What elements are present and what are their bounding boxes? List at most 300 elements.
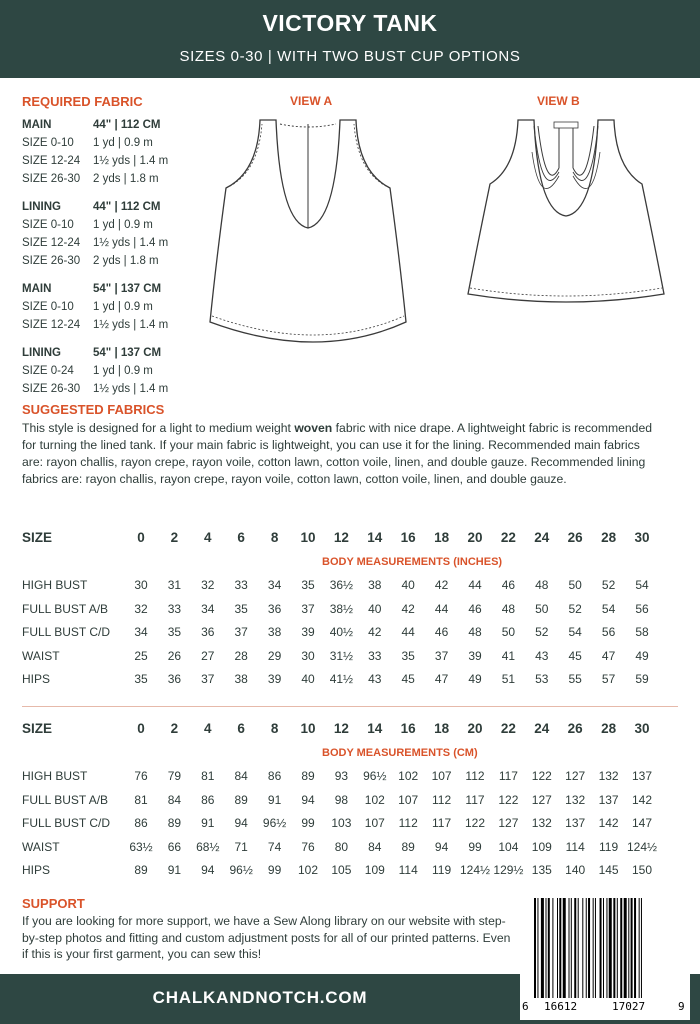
measurement-value: 59 [635,672,649,686]
barcode-bar [593,898,594,998]
size-column-header: 30 [634,530,650,545]
fabric-amount: 1 yd | 0.9 m [93,219,153,231]
size-column-header: 20 [467,530,483,545]
measurement-label: HIPS [22,672,51,686]
measurement-value: 89 [234,792,248,807]
fabric-row [22,362,192,380]
measurement-value: 117 [465,792,485,807]
measurement-value: 91 [201,816,215,830]
barcode-bar [534,898,536,998]
measurement-value: 39 [301,625,315,639]
measurement-label: WAIST [22,648,60,663]
barcode-bar [600,898,602,998]
fabric-size-range: SIZE 0-10 [22,137,74,149]
size-label: SIZE [22,721,53,736]
size-column-header: 16 [400,721,416,736]
measurement-value: 127 [565,769,586,783]
barcode-digit-3: 17027 [612,1000,646,1013]
measurement-label: FULL BUST A/B [22,601,109,616]
measurement-value: 31 [167,578,182,592]
barcode-bar [559,898,561,998]
size-column-header: 6 [237,530,245,545]
measurement-value: 74 [267,839,282,854]
view-a-illustration [188,112,428,372]
fabric-type: LINING [22,201,61,213]
barcode-digit-2: 16612 [544,1000,578,1013]
measurement-value: 84 [234,769,248,783]
view-a-label: VIEW A [290,94,333,108]
barcode-bar [620,898,622,998]
size-label: SIZE [22,530,53,545]
measurement-value: 105 [331,863,352,877]
measurement-value: 26 [167,648,182,663]
suggested-text-bold: woven [294,421,333,435]
support-text: If you are looking for more support, we have a Sew Along library on our website with step-by-step photos and fitting and custom adjustment posts for all of our printed patterns. Even if this is your first garment, you can sew this! [22,914,511,961]
measurement-row [22,840,682,858]
measurement-row [22,602,682,620]
fabric-size-range: SIZE 26-30 [22,255,81,267]
measurement-value: 112 [398,816,418,830]
measurement-value: 38½ [329,601,354,616]
measurement-value: 89 [167,816,182,830]
size-column-header: 10 [300,530,316,545]
measurement-value: 107 [431,769,452,783]
measurement-value: 112 [465,769,485,783]
measurement-value: 142 [631,792,653,807]
fabric-width: 54" | 137 CM [93,347,162,359]
size-column-header: 26 [567,721,583,736]
measurement-value: 119 [432,863,452,877]
fabric-amount: 1 yd | 0.9 m [93,137,153,149]
measurement-value: 35 [301,578,315,592]
size-column-header: 18 [434,721,450,736]
size-column-header: 6 [237,721,245,736]
measurement-value: 89 [401,839,415,854]
measurement-value: 53 [535,672,549,686]
measurement-value: 45 [401,672,415,686]
measurement-row [22,793,682,811]
measurement-value: 34 [134,625,148,639]
measurement-value: 102 [398,769,419,783]
measurement-row [22,863,682,881]
measurement-value: 37 [434,648,449,663]
fabric-amount: 1½ yds | 1.4 m [93,319,169,331]
measurement-value: 48 [501,601,516,616]
barcode-bar [578,898,579,998]
measurement-value: 58 [635,625,649,639]
measurement-value: 36 [167,672,182,686]
suggested-fabrics-title: SUGGESTED FABRICS [22,402,165,417]
barcode-bar [609,898,612,998]
measurement-value: 147 [631,816,653,830]
size-column-header: 28 [601,721,617,736]
measurement-value: 40 [368,601,382,616]
measurement-value: 39 [267,672,282,686]
measurement-value: 52 [535,625,549,639]
measurement-value: 117 [498,769,518,783]
measurement-value: 96½ [262,816,287,830]
suggested-text-2: fabric with nice drape. A lightweight fabric is recommended for turning the lined tank. If your main fabric is lightweight, you can use it for the lining. Recommended main fabrics are: rayon challis, rayon crepe, rayon voile, cotton lawn, cotton voile, linen, and double gauze. Recommended lining fabrics are: rayon challis, rayon crepe, rayon voile, cotton lawn, cotton voile, linen, and double gauze. [22,421,653,486]
fabric-row [22,298,192,316]
fabric-group-header [22,280,192,298]
measurement-value: 43 [368,672,382,686]
measurement-value: 76 [301,839,315,854]
size-column-header: 4 [204,530,212,545]
fabric-row [22,216,192,234]
measurement-label: FULL BUST C/D [22,816,111,830]
measurement-value: 48 [468,625,482,639]
measurement-value: 129½ [493,863,524,877]
measurement-value: 122 [464,816,486,830]
measurement-value: 104 [498,839,519,854]
size-column-header: 18 [434,530,450,545]
fabric-amount: 2 yds | 1.8 m [93,255,159,267]
view-b-label: VIEW B [537,94,580,108]
measurement-value: 49 [468,672,482,686]
barcode-bar [557,898,558,998]
measurement-value: 37 [234,625,248,639]
measurement-value: 42 [368,625,382,639]
barcode-bar [617,898,618,998]
measurement-value: 63½ [129,839,153,854]
measurement-value: 36 [201,625,215,639]
barcode-digit-1: 6 [522,1000,529,1013]
measurement-value: 98 [334,792,349,807]
fabric-amount: 1½ yds | 1.4 m [93,237,169,249]
measurement-value: 44 [401,625,415,639]
measurement-value: 35 [167,625,182,639]
fabric-type: MAIN [22,283,52,295]
measurement-value: 96½ [229,863,253,877]
size-column-header: 30 [634,721,650,736]
view-b-illustration [446,112,686,322]
measurement-value: 51 [501,672,516,686]
fabric-row [22,234,192,252]
fabric-amount: 1 yd | 0.9 m [93,365,153,377]
size-column-header: 20 [467,721,483,736]
size-column-header: 26 [567,530,583,545]
measurement-value: 33 [234,578,248,592]
size-header-row [22,721,682,739]
measurement-row [22,578,682,596]
measurement-value: 35 [134,672,148,686]
measurement-value: 103 [331,816,352,830]
measurement-value: 38 [267,625,282,639]
size-column-header: 16 [400,530,416,545]
size-column-header: 22 [500,721,516,736]
measurement-value: 54 [635,578,649,592]
measurement-value: 29 [267,648,282,663]
measurement-value: 89 [301,769,315,783]
measurement-value: 122 [498,792,519,807]
barcode-bar [641,898,642,998]
measurement-value: 46 [434,625,449,639]
measurement-value: 109 [531,839,552,854]
fabric-row [22,170,192,188]
measurement-value: 48 [535,578,549,592]
barcode-bar [582,898,583,998]
barcode-bar [595,898,596,998]
measurement-value: 99 [468,839,482,854]
measurement-row [22,625,682,643]
measurement-row [22,649,682,667]
measurement-value: 80 [334,839,349,854]
measurement-value: 32 [201,578,215,592]
required-fabric-title: REQUIRED FABRIC [22,94,143,109]
measurement-value: 81 [201,769,215,783]
size-column-header: 22 [500,530,516,545]
size-column-header: 2 [170,721,179,736]
measurement-value: 36 [267,601,282,616]
fabric-group-header [22,344,192,362]
measurement-value: 41½ [329,672,354,686]
measurement-value: 137 [565,816,586,830]
measurement-value: 117 [432,816,452,830]
fabric-amount: 1½ yds | 1.4 m [93,383,169,395]
size-column-header: 2 [170,530,179,545]
measurement-value: 127 [531,792,552,807]
measurement-value: 30 [134,578,148,592]
measurement-value: 71 [234,839,248,854]
fabric-amount: 1 yd | 0.9 m [93,301,153,313]
fabric-width: 44" | 112 CM [93,119,161,131]
barcode-bar [586,898,587,998]
barcode-bar [639,898,640,998]
measurement-value: 50 [501,625,516,639]
barcode-bar [537,898,538,998]
measurement-value: 109 [364,863,385,877]
measurement-value: 145 [598,863,619,877]
measurement-value: 140 [565,863,586,877]
measurement-value: 33 [167,601,182,616]
barcode-bar [631,898,633,998]
measurement-value: 42 [401,601,415,616]
measurement-value: 119 [599,839,619,854]
measurement-value: 94 [201,863,215,877]
measurement-value: 84 [368,839,382,854]
measurement-value: 32 [134,601,148,616]
measurement-value: 38 [234,672,248,686]
size-header-row [22,530,682,548]
fabric-group [22,116,192,188]
size-column-header: 14 [367,530,383,545]
measurement-value: 55 [568,672,582,686]
measurement-value: 44 [468,578,482,592]
fabric-width: 54" | 137 CM [93,283,162,295]
measurement-value: 107 [364,816,385,830]
fabric-row [22,380,192,398]
measurement-value: 28 [234,648,248,663]
barcode-bar [571,898,572,998]
measurement-value: 47 [434,672,449,686]
size-column-header: 12 [333,530,349,545]
measurement-value: 35 [401,648,415,663]
website-url[interactable]: CHALKANDNOTCH.COM [152,988,368,1007]
measurement-value: 124½ [460,863,491,877]
measurement-value: 46 [501,578,516,592]
measurement-value: 96½ [363,769,387,783]
measurement-value: 40 [401,578,415,592]
measurement-value: 127 [498,816,519,830]
measurement-value: 102 [364,792,385,807]
measurement-value: 86 [201,792,215,807]
barcode-bar [546,898,547,998]
barcode-bar [624,898,627,998]
required-fabric-list [22,116,192,408]
measurement-value: 132 [565,792,586,807]
measurement-value: 54 [568,625,582,639]
measurement-value: 89 [134,863,148,877]
measurement-value: 44 [434,601,449,616]
measurement-value: 49 [635,648,649,663]
measurement-value: 142 [598,816,619,830]
fabric-row [22,252,192,270]
fabric-group-header [22,198,192,216]
measurement-value: 76 [134,769,148,783]
barcode [520,892,690,1020]
measurement-value: 41 [501,648,516,663]
measurement-value: 56 [601,625,616,639]
measurement-value: 122 [531,769,552,783]
measurement-value: 94 [301,792,315,807]
measurement-value: 99 [267,863,282,877]
barcode-bar [634,898,636,998]
measurement-value: 86 [267,769,282,783]
measurement-value: 79 [167,769,182,783]
fabric-size-range: SIZE 12-24 [22,319,81,331]
barcode-bar [541,898,544,998]
barcode-bar [548,898,550,998]
barcode-bars [520,892,690,1000]
measurement-value: 54 [601,601,616,616]
measurement-value: 91 [267,792,282,807]
measurement-value: 107 [398,792,419,807]
measurement-row [22,769,682,787]
fabric-group [22,344,192,398]
measurement-label: FULL BUST A/B [22,792,109,807]
suggested-fabrics-text [22,420,662,488]
measurement-value: 42 [434,578,449,592]
barcode-bar [606,898,607,998]
measurement-value: 30 [301,648,315,663]
measurement-label: WAIST [22,839,60,854]
measurement-value: 84 [167,792,182,807]
fabric-group-header [22,116,192,134]
measurement-value: 31½ [329,648,354,663]
measurement-value: 27 [201,648,215,663]
fabric-row [22,134,192,152]
page-subtitle: SIZES 0-30 | WITH TWO BUST CUP OPTIONS [179,48,521,65]
measurement-value: 34 [201,601,215,616]
measurement-value: 36½ [329,578,354,592]
size-column-header: 12 [333,721,349,736]
measurement-value: 114 [565,839,585,854]
measurement-value: 35 [234,601,248,616]
measurement-value: 102 [297,863,319,877]
barcode-bar [552,898,553,998]
measurement-value: 93 [334,769,349,783]
table-subtitle: BODY MEASUREMENTS (INCHES) [322,556,503,568]
size-column-header: 0 [137,530,145,545]
measurement-value: 94 [234,816,248,830]
measurement-value: 137 [631,769,653,783]
measurement-value: 25 [134,648,148,663]
suggested-text-1: This style is designed for a light to medium weight [22,421,295,435]
fabric-group [22,198,192,270]
size-column-header: 24 [534,721,550,736]
size-column-header: 4 [204,721,212,736]
fabric-size-range: SIZE 0-24 [22,365,74,377]
measurement-label: FULL BUST C/D [22,625,111,639]
barcode-bar [613,898,615,998]
measurement-value: 68½ [196,839,220,854]
measurement-row [22,672,682,690]
measurement-value: 135 [531,863,552,877]
barcode-bar [603,898,604,998]
fabric-size-range: SIZE 26-30 [22,173,81,185]
barcode-bar [569,898,570,998]
fabric-row [22,316,192,334]
measurement-value: 39 [468,648,482,663]
fabric-size-range: SIZE 0-10 [22,219,74,231]
fabric-amount: 2 yds | 1.8 m [93,173,159,185]
measurement-value: 137 [598,792,619,807]
fabric-group [22,280,192,334]
measurement-value: 56 [635,601,649,616]
size-column-header: 24 [534,530,550,545]
measurement-value: 124½ [627,839,658,854]
size-column-header: 10 [300,721,316,736]
barcode-digit-4: 9 [678,1000,685,1013]
barcode-bar [574,898,576,998]
measurement-value: 66 [167,839,182,854]
measurement-value: 37 [201,672,215,686]
measurement-row [22,816,682,834]
size-column-header: 28 [601,530,617,545]
measurement-value: 52 [568,601,582,616]
table-subtitle: BODY MEASUREMENTS (CM) [322,747,478,759]
measurement-value: 132 [531,816,552,830]
measurement-value: 43 [535,648,549,663]
measurement-value: 57 [601,672,616,686]
measurement-value: 99 [301,816,315,830]
measurement-value: 38 [368,578,382,592]
measurement-value: 34 [267,578,282,592]
measurement-value: 50 [535,601,549,616]
size-column-header: 8 [270,530,279,545]
measurement-value: 91 [167,863,182,877]
barcode-bar [588,898,590,998]
measurement-value: 50 [568,578,582,592]
barcode-bar [628,898,629,998]
header-banner [0,0,700,78]
fabric-type: MAIN [22,119,52,131]
measurement-value: 86 [134,816,148,830]
measurement-value: 46 [468,601,482,616]
measurement-label: HIGH BUST [22,578,88,592]
fabric-row [22,152,192,170]
measurement-value: 40 [301,672,315,686]
fabric-type: LINING [22,347,61,359]
measurement-value: 37 [301,601,315,616]
fabric-size-range: SIZE 0-10 [22,301,74,313]
measurement-value: 112 [432,792,452,807]
fabric-amount: 1½ yds | 1.4 m [93,155,169,167]
measurement-value: 45 [568,648,582,663]
measurement-value: 150 [631,863,653,877]
barcode-bar [563,898,566,998]
size-column-header: 14 [367,721,383,736]
